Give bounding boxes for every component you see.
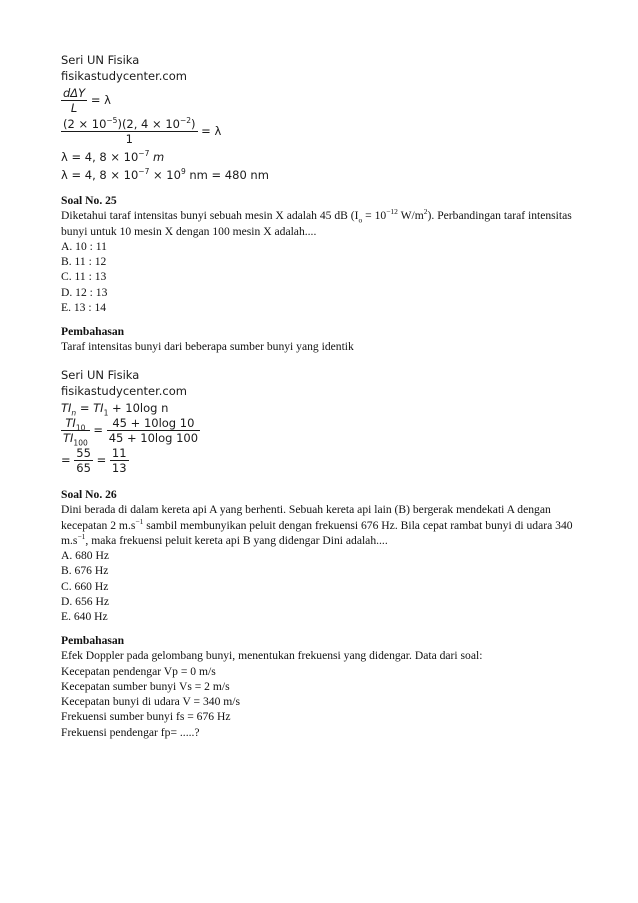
- series-header-2: [61, 367, 598, 399]
- option-a: A. 680 Hz: [61, 549, 109, 563]
- discussion-line: Kecepatan sumber bunyi Vs = 2 m/s: [61, 679, 230, 693]
- fraction: $\frac{11}{13}$: [111, 446, 127, 475]
- discussion-line: Kecepatan bunyi di udara V = 340 m/s: [61, 695, 241, 709]
- option-e: E. 13 : 14: [61, 301, 107, 315]
- fraction: $\frac{(2 \times 10^{-5})(2, 4 \times 10^{-2})}{1}$: [63, 116, 196, 146]
- question-title: Soal No. 26: [61, 488, 117, 501]
- series-title: Seri UN Fisika: [61, 53, 140, 67]
- option-a: A. 10 : 11: [61, 239, 107, 253]
- question-title: Soal No. 25: [61, 194, 117, 207]
- discussion-title: Pembahasan: [61, 634, 125, 647]
- equation-ti-ratio: $\frac{TI_{10}}{TI_{100}}$ = $\frac{45 + 10\log 10}{45 + 10\log 100}$: [63, 416, 199, 448]
- option-d: D. 12 : 13: [61, 285, 108, 299]
- fraction: $\frac{45 + 10\log 10}{45 + 10\log 100}$: [108, 416, 199, 445]
- discussion-line: Frekuensi sumber bunyi fs = 676 Hz: [61, 710, 231, 724]
- series-header: [61, 52, 598, 84]
- fraction: $\frac{55}{65}$: [76, 446, 91, 475]
- discussion-line: Efek Doppler pada gelombang bunyi, menentukan frekuensi yang didengar. Data dari soal:: [61, 649, 483, 663]
- site-url: fisikastudycenter.com: [61, 384, 187, 398]
- question-text: Diketahui taraf intensitas bunyi sebuah mesin X adalah 45 dB ($I_o = 10^{-12}$ $W/m^2$). Perbandingan taraf intensitas bunyi untuk 10 mesin X dengan 100 mesin X adalah....: [61, 207, 572, 238]
- equation-substitution: $\frac{(2 \times 10^{-5})(2, 4 \times 10^{-2})}{1}$ = λ: [63, 116, 222, 146]
- fraction: $\frac{\text{dΔY}}{L}$: [63, 86, 86, 115]
- discussion-title: Pembahasan: [61, 325, 125, 338]
- discussion-line: Frekuensi pendengar fp= .....?: [61, 725, 200, 739]
- option-b: B. 676 Hz: [61, 564, 109, 578]
- discussion-text: Taraf intensitas bunyi dari beberapa sumber bunyi yang identik: [61, 340, 354, 354]
- question-text: Dini berada di dalam kereta api A yang berhenti. Sebuah kereta api lain (B) bergerak mendekati A dengan kecepatan 2 $m.s^{-1}$ sambil membunyikan peluit dengan frekuensi 676 Hz. Bila cepat rambat bunyi di udara 340 $m.s^{-1}$, maka frekuensi peluit kereta api B yang didengar Dini adalah....: [61, 503, 573, 547]
- equation-lambda-m: λ = 4, $8 \times 10^{-7}$ m: [61, 149, 165, 164]
- site-url: fisikastudycenter.com: [61, 69, 187, 83]
- equation-lambda-nm: λ = 4, $8 \times 10^{-7} \times 10^9$ nm = 480 nm: [61, 167, 269, 182]
- question-26: [61, 487, 598, 625]
- question-25: [61, 193, 598, 315]
- option-c: C. 660 Hz: [61, 579, 109, 593]
- equation-ti-n: $TI_n = TI_1 + 10\log$ n: [61, 401, 169, 418]
- option-d: D. 656 Hz: [61, 595, 109, 609]
- fraction: $\frac{TI_{10}}{TI_{100}}$: [63, 416, 88, 448]
- discussion-25: [61, 324, 598, 355]
- option-b: B. 11 : 12: [61, 255, 107, 269]
- discussion-line: Kecepatan pendengar Vp = 0 m/s: [61, 664, 216, 678]
- series-title: Seri UN Fisika: [61, 368, 140, 382]
- equation-ratio: $\frac{\text{dΔY}}{L}$ = λ: [63, 86, 111, 115]
- option-e: E. 640 Hz: [61, 610, 108, 624]
- option-c: C. 11 : 13: [61, 270, 107, 284]
- equation-result: = $\frac{55}{65}$ = $\frac{11}{13}$: [61, 446, 127, 475]
- discussion-26: [61, 633, 598, 740]
